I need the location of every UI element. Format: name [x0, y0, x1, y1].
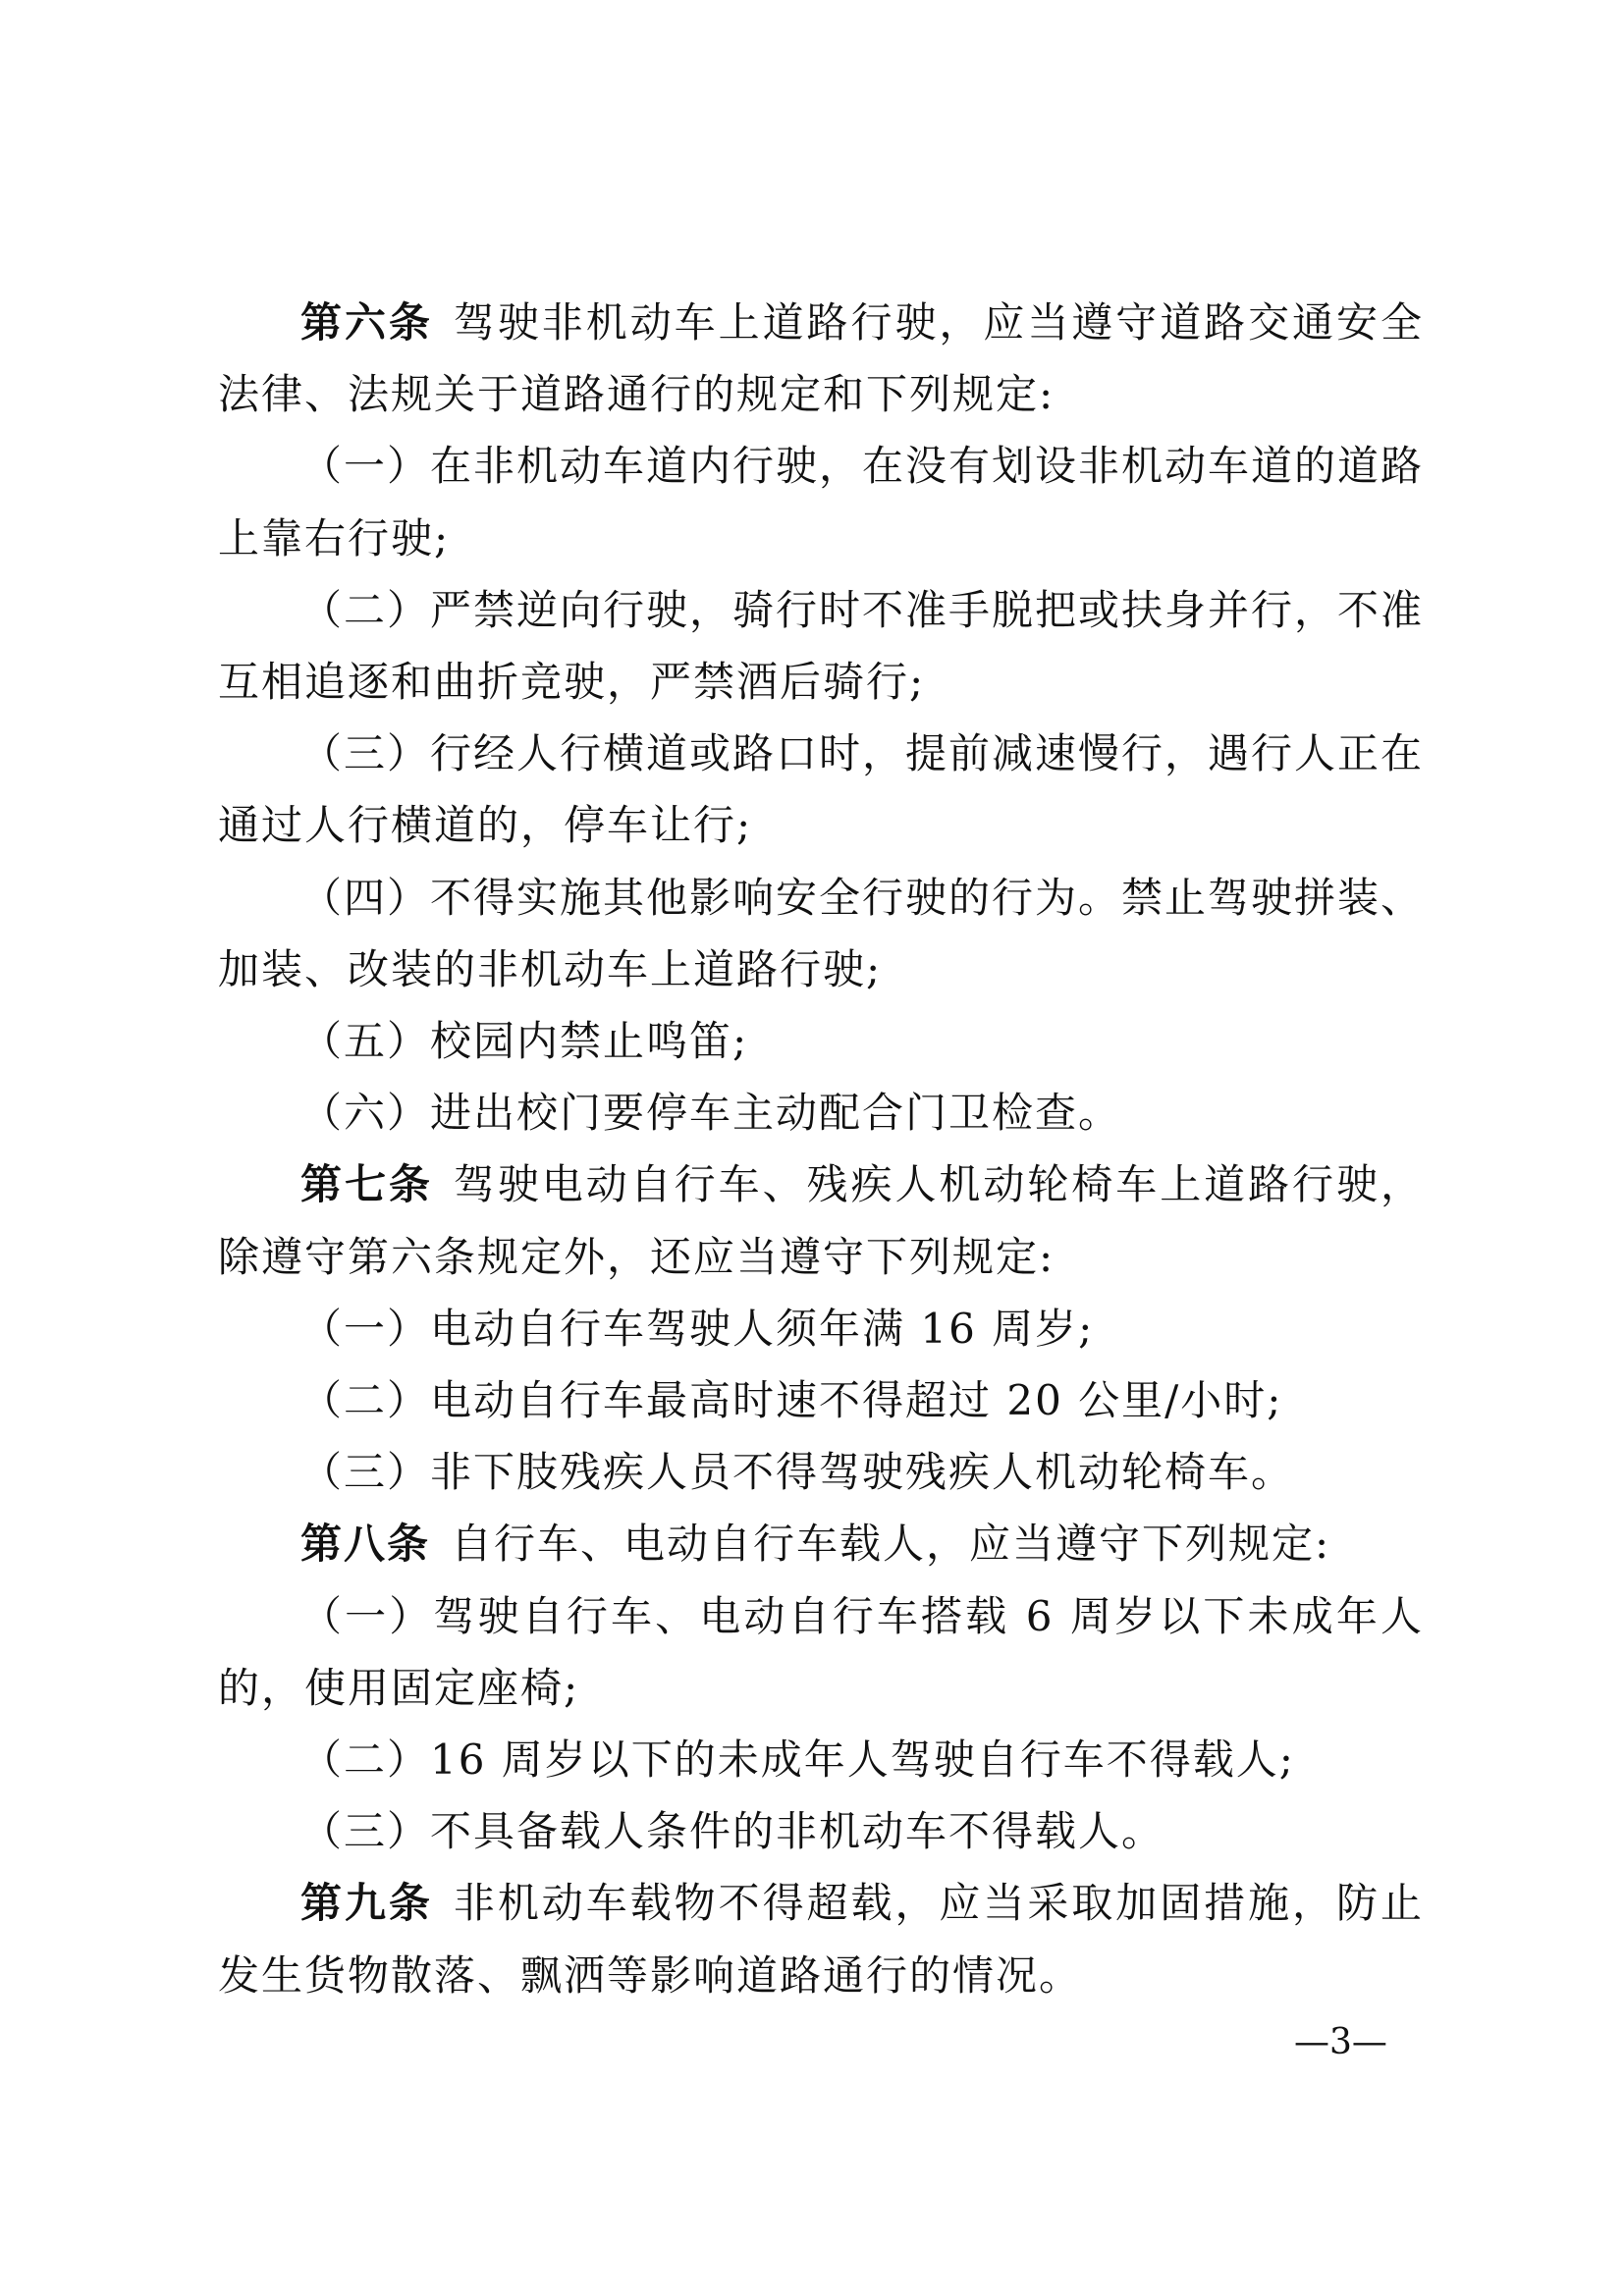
article-text: 驾驶电动自行车、残疾人机动轮椅车上道路行驶，除遵守第六条规定外，还应当遵守下列规定: [218, 1160, 1424, 1281]
clause-item: （五）校园内禁止鸣笛; [300, 1017, 749, 1066]
clause-item: （六）进出校门要停车主动配合门卫检查。 [300, 1089, 1122, 1138]
clause-item: （一）在非机动车道内行驶，在没有划设非机动车道的道路上靠右行驶; [218, 442, 1425, 562]
clause-item: （一）电动自行车驾驶人须年满 16 周岁; [300, 1304, 1095, 1353]
clause-item: （一）驾驶自行车、电动自行车搭载 6 周岁以下未成年人的，使用固定座椅; [218, 1591, 1424, 1712]
article-text: 驾驶非机动车上道路行驶，应当遵守道路交通安全法律、法规关于道路通行的规定和下列规定: [218, 298, 1424, 419]
article-number: 第九条 [300, 1879, 433, 1928]
clause-item: （二）电动自行车最高时速不得超过 20 公里/小时; [300, 1376, 1283, 1425]
clause-item: （二）严禁逆向行驶，骑行时不准手脱把或扶身并行，不准互相追逐和曲折竞驶，严禁酒后骑行; [218, 585, 1425, 707]
clause-item: （二）16 周岁以下的未成年人驾驶自行车不得载人; [300, 1735, 1295, 1785]
article-9 [218, 1867, 1424, 2010]
article-6 [218, 287, 1424, 430]
article-text: 非机动车载物不得超载，应当采取加固措施，防止发生货物散落、飘洒等影响道路通行的情况。 [218, 1879, 1424, 2000]
article-8 [218, 1508, 1424, 1579]
article-number: 第六条 [300, 298, 433, 347]
article-text: 自行车、电动自行车载人，应当遵守下列规定: [451, 1520, 1331, 1569]
clause-item: （三）行经人行横道或路口时，提前减速慢行，遇行人正在通过人行横道的，停车让行; [218, 729, 1425, 850]
article-7 [218, 1148, 1424, 1292]
article-number: 第八条 [300, 1520, 431, 1569]
clause-item: （四）不得实施其他影响安全行驶的行为。禁止驾驶拼装、加装、改装的非机动车上道路行驶; [218, 873, 1425, 993]
clause-item: （三）不具备载人条件的非机动车不得载人。 [300, 1807, 1165, 1856]
document-body [218, 287, 1424, 2011]
article-number: 第七条 [300, 1160, 433, 1209]
clause-item: （三）非下肢残疾人员不得驾驶残疾人机动轮椅车。 [300, 1448, 1295, 1497]
page-number: —3— [1294, 2022, 1387, 2062]
